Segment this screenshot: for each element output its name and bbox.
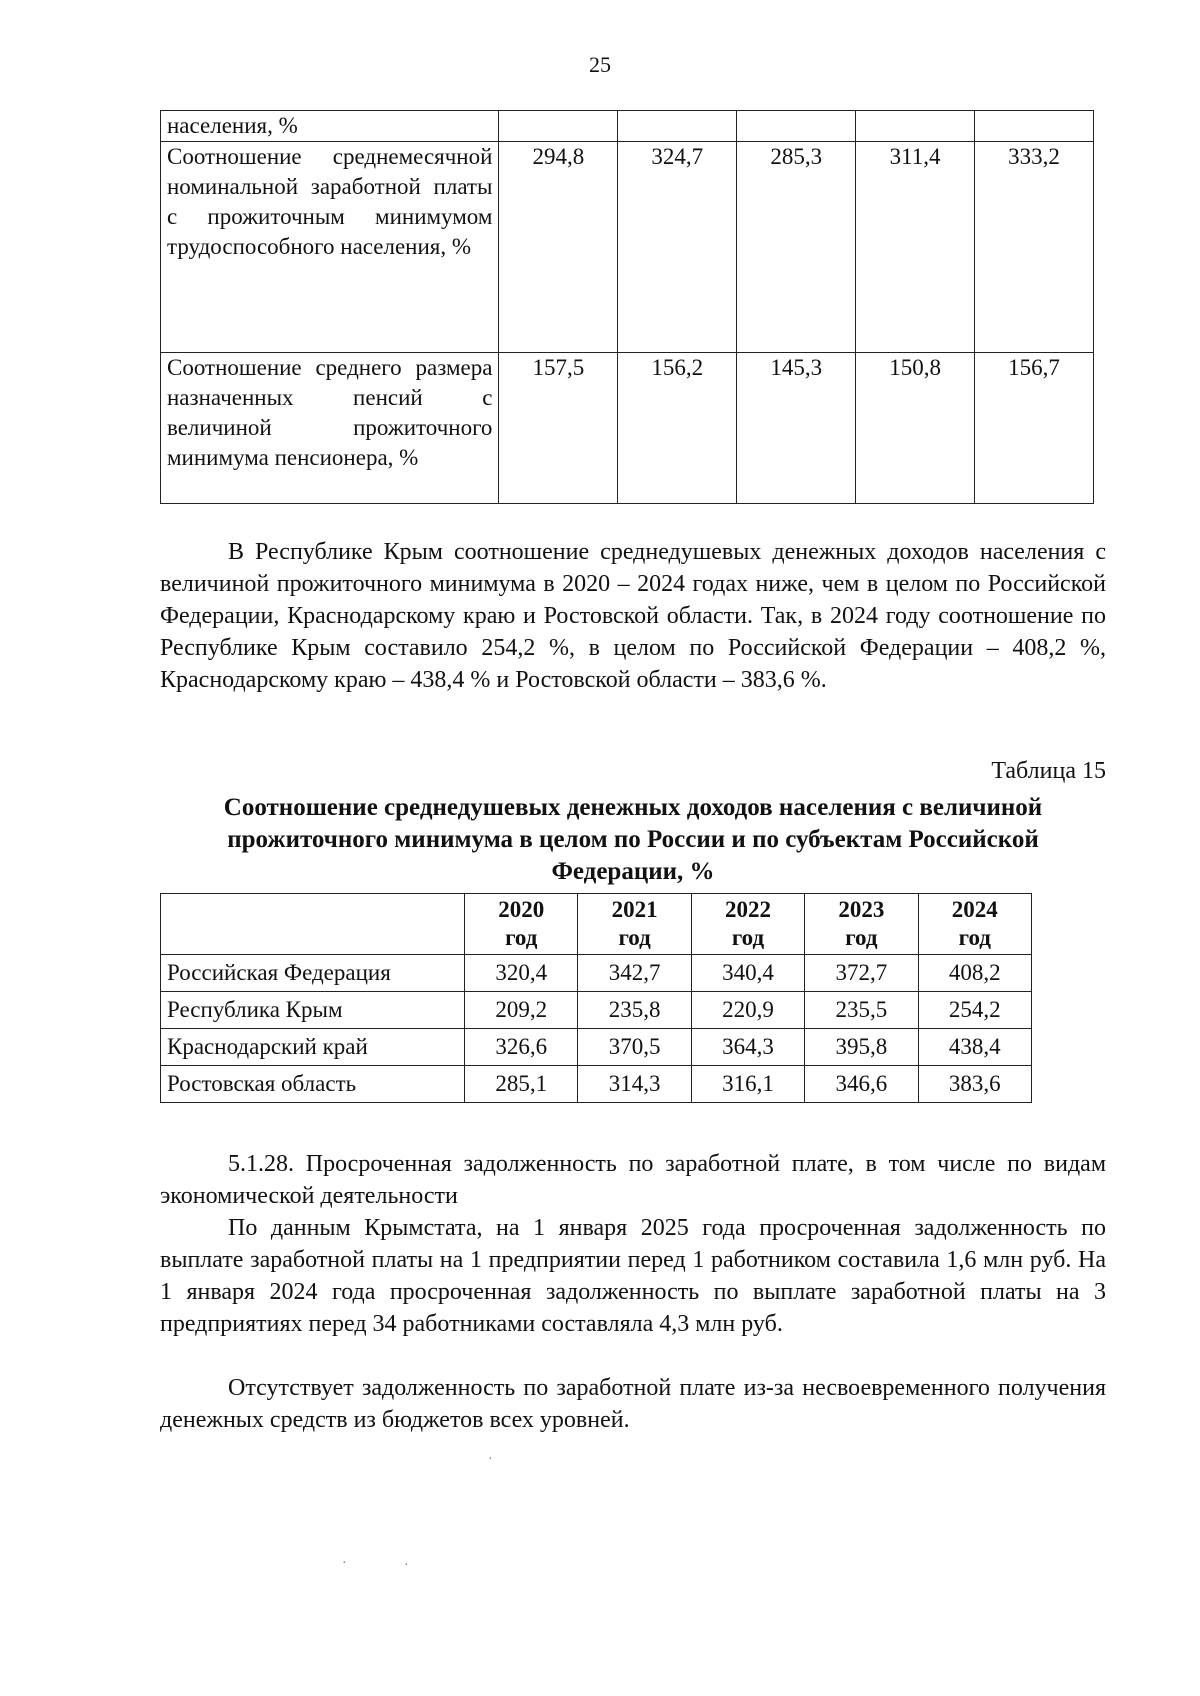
cell-value — [856, 111, 975, 142]
header-year: 2023 год — [805, 894, 918, 955]
header-year: 2022 год — [691, 894, 804, 955]
cell-value: 294,8 — [499, 142, 618, 353]
region-name: Российская Федерация — [161, 955, 465, 992]
table-row — [161, 1066, 1032, 1103]
cell-value: 372,7 — [805, 955, 918, 992]
cell-value: 364,3 — [691, 1029, 804, 1066]
paragraph-income-ratio: В Республике Крым соотношение среднедушевых денежных доходов населения с величиной прожиточного минимума в 2020 – 2024 годах ниже, чем в целом по Российской Федерации, Краснодарскому краю и Ростовской области. Так, в 2024 году соотношение по Республике Крым составило 254,2 %, в целом по Российской Федерации – 408,2 %, Краснодарскому краю – 438,4 % и Ростовской области – 383,6 %. — [160, 539, 1106, 693]
top-continuation-table — [160, 110, 1094, 504]
table-row — [161, 111, 1094, 142]
cell-value: 150,8 — [856, 353, 975, 504]
cell-value: 340,4 — [691, 955, 804, 992]
table-header-row — [161, 894, 1032, 955]
section-heading: 5.1.28. Просроченная задолженность по заработной плате, в том числе по видам экономической деятельности — [160, 1151, 1106, 1209]
cell-value: 209,2 — [465, 992, 578, 1029]
paragraph-arrears: По данным Крымстата, на 1 января 2025 года просроченная задолженность по выплате заработной платы на 1 предприятии перед 1 работником составила 1,6 млн руб. На 1 января 2024 года просроченная задолженность по выплате заработной платы на 3 предприятиях перед 34 работниками составляла 4,3 млн руб. — [160, 1215, 1106, 1337]
cell-value: 285,1 — [465, 1066, 578, 1103]
cell-value: 346,6 — [805, 1066, 918, 1103]
cell-value: 235,5 — [805, 992, 918, 1029]
cell-value — [737, 111, 856, 142]
header-blank-cell — [161, 894, 465, 955]
cell-value: 320,4 — [465, 955, 578, 992]
cell-value: 235,8 — [578, 992, 691, 1029]
cell-value: 438,4 — [918, 1029, 1031, 1066]
table-row — [161, 955, 1032, 992]
header-year: 2021 год — [578, 894, 691, 955]
cell-value — [975, 111, 1094, 142]
table-title: Соотношение среднедушевых денежных доходов населения с величиной прожиточного минимума в целом по России и по субъектам Российской Федерации, % — [223, 794, 1043, 885]
row-label: Соотношение среднемесячной номинальной заработной платы с прожиточным минимумом трудоспособного населения, % — [161, 142, 499, 353]
table-row — [161, 353, 1094, 504]
cell-value: 157,5 — [499, 353, 618, 504]
cell-value: 285,3 — [737, 142, 856, 353]
cell-value — [499, 111, 618, 142]
cell-value: 145,3 — [737, 353, 856, 504]
cell-value: 370,5 — [578, 1029, 691, 1066]
cell-value: 408,2 — [918, 955, 1031, 992]
table-caption: Таблица 15 — [991, 758, 1106, 784]
cell-value: 311,4 — [856, 142, 975, 353]
cell-value: 383,6 — [918, 1066, 1031, 1103]
table-row — [161, 1029, 1032, 1066]
cell-value: 342,7 — [578, 955, 691, 992]
cell-value: 316,1 — [691, 1066, 804, 1103]
cell-value: 254,2 — [918, 992, 1031, 1029]
cell-value: 314,3 — [578, 1066, 691, 1103]
cell-value — [618, 111, 737, 142]
table-row — [161, 992, 1032, 1029]
cell-value: 156,2 — [618, 353, 737, 504]
row-label: населения, % — [161, 111, 499, 142]
header-year: 2020 год — [465, 894, 578, 955]
region-name: Ростовская область — [161, 1066, 465, 1103]
scan-speck: · — [404, 1558, 409, 1573]
cell-value: 326,6 — [465, 1029, 578, 1066]
cell-value: 324,7 — [618, 142, 737, 353]
page-number: 25 — [589, 52, 611, 77]
cell-value: 220,9 — [691, 992, 804, 1029]
region-name: Республика Крым — [161, 992, 465, 1029]
row-label: Соотношение среднего размера назначенных пенсий с величиной прожиточного минимума пенсионера, % — [161, 353, 499, 504]
cell-value: 333,2 — [975, 142, 1094, 353]
cell-value: 156,7 — [975, 353, 1094, 504]
region-name: Краснодарский край — [161, 1029, 465, 1066]
scan-speck: · — [488, 1452, 493, 1467]
header-year: 2024 год — [918, 894, 1031, 955]
paragraph-no-arrears: Отсутствует задолженность по заработной плате из-за несвоевременного получения денежных средств из бюджетов всех уровней. — [160, 1375, 1106, 1433]
income-ratio-table — [160, 893, 1032, 1103]
table-row — [161, 142, 1094, 353]
scan-speck: · — [342, 1556, 347, 1571]
cell-value: 395,8 — [805, 1029, 918, 1066]
